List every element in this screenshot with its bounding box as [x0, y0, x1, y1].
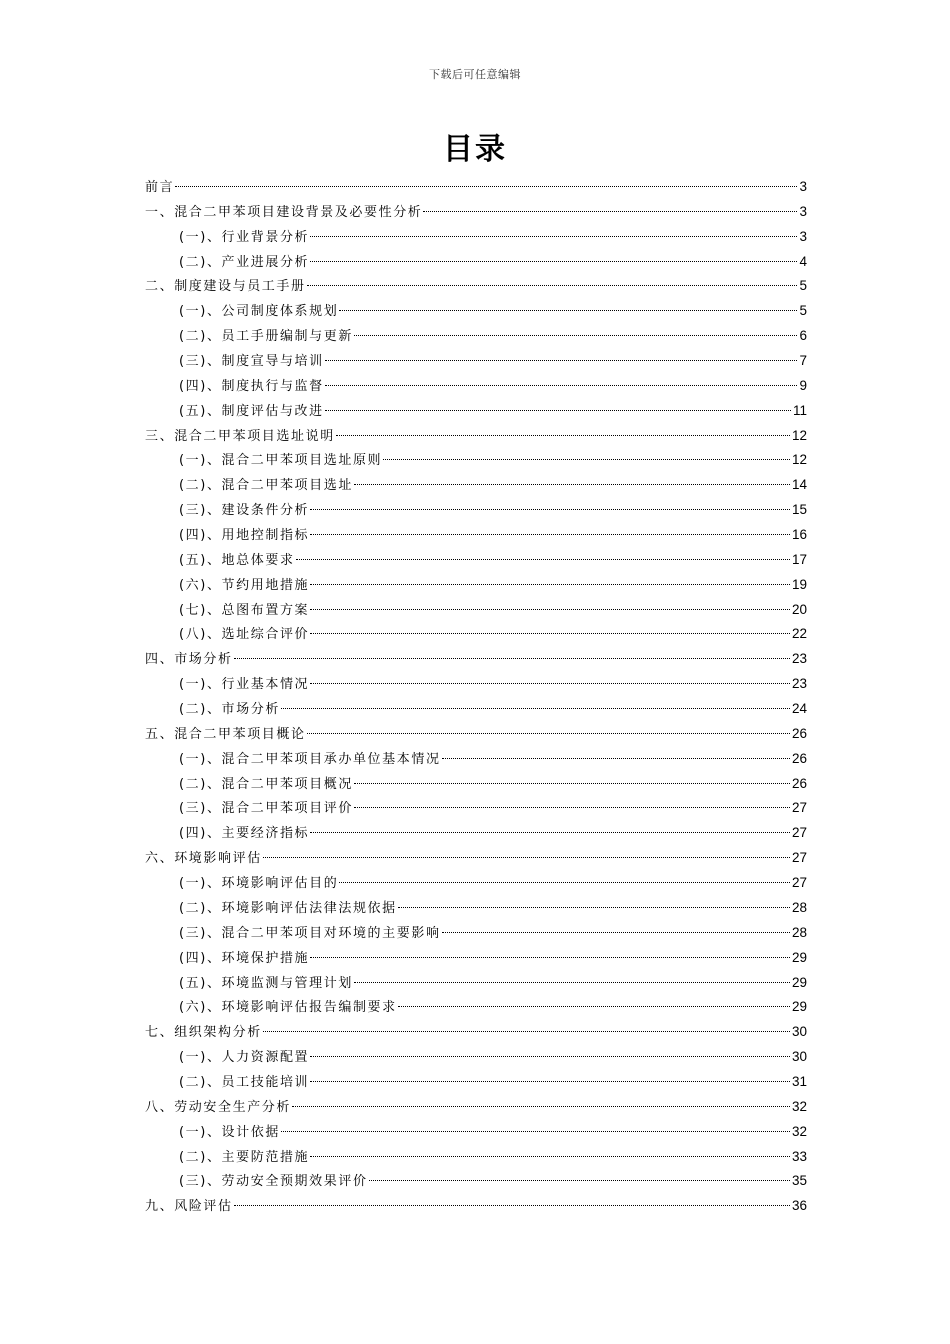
toc-entry-label: (六)、环境影响评估报告编制要求: [179, 1000, 397, 1016]
toc-entry-label: 五、混合二甲苯项目概论: [145, 726, 306, 742]
toc-entry-label: (五)、地总体要求: [179, 552, 295, 568]
toc-dot-leader: [354, 484, 790, 485]
toc-entry-label: (一)、行业背景分析: [179, 229, 310, 245]
toc-entry[interactable]: [145, 523, 807, 548]
toc-entry[interactable]: [145, 573, 807, 598]
toc-entry[interactable]: [145, 175, 807, 200]
toc-entry-label: (八)、选址综合评价: [179, 627, 310, 643]
toc-entry[interactable]: [145, 473, 807, 498]
toc-entry[interactable]: [145, 622, 807, 647]
toc-dot-leader: [383, 459, 790, 460]
toc-entry[interactable]: [145, 250, 807, 275]
toc-entry-page-number: 11: [792, 402, 807, 418]
toc-entry-page-number: 3: [799, 179, 807, 194]
toc-dot-leader: [354, 982, 790, 983]
toc-entry[interactable]: [145, 1120, 807, 1145]
toc-entry[interactable]: [145, 1169, 807, 1194]
toc-entry-page-number: 22: [791, 626, 807, 642]
toc-entry-label: 三、混合二甲苯项目选址说明: [145, 428, 335, 444]
toc-entry[interactable]: [145, 399, 807, 424]
toc-entry-page-number: 27: [791, 850, 807, 866]
toc-entry-page-number: 14: [791, 477, 807, 493]
toc-dot-leader: [354, 335, 798, 336]
toc-entry[interactable]: [145, 498, 807, 523]
toc-entry-label: (一)、环境影响评估目的: [179, 876, 339, 892]
toc-entry[interactable]: [145, 971, 807, 996]
toc-dot-leader: [398, 1006, 790, 1007]
toc-entry-label: 八、劳动安全生产分析: [145, 1099, 292, 1115]
toc-dot-leader: [175, 186, 797, 187]
toc-entry-label: 九、风险评估: [145, 1199, 233, 1215]
toc-entry[interactable]: [145, 349, 807, 374]
toc-entry[interactable]: [145, 647, 807, 672]
toc-entry-label: (一)、混合二甲苯项目选址原则: [179, 453, 383, 469]
toc-entry[interactable]: [145, 796, 807, 821]
toc-entry[interactable]: [145, 200, 807, 225]
toc-entry-page-number: 33: [791, 1148, 807, 1164]
toc-dot-leader: [263, 1031, 790, 1032]
toc-dot-leader: [310, 683, 790, 684]
toc-entry-label: (三)、制度宣导与培训: [179, 354, 324, 370]
toc-entry-page-number: 5: [799, 278, 807, 294]
toc-entry[interactable]: [145, 896, 807, 921]
toc-dot-leader: [310, 261, 797, 262]
toc-entry[interactable]: [145, 274, 807, 299]
toc-entry[interactable]: [145, 846, 807, 871]
toc-dot-leader: [398, 907, 790, 908]
toc-entry-page-number: 17: [791, 551, 807, 567]
toc-dot-leader: [325, 360, 798, 361]
toc-entry-label: (三)、建设条件分析: [179, 503, 310, 519]
toc-dot-leader: [325, 410, 791, 411]
toc-dot-leader: [310, 832, 790, 833]
toc-entry-page-number: 29: [791, 949, 807, 965]
toc-entry-label: (六)、节约用地措施: [179, 577, 310, 593]
toc-entry-page-number: 27: [791, 825, 807, 841]
toc-entry-label: 一、混合二甲苯项目建设背景及必要性分析: [145, 204, 423, 220]
toc-entry-label: (一)、混合二甲苯项目承办单位基本情况: [179, 751, 441, 767]
toc-entry-label: 七、组织架构分析: [145, 1025, 262, 1041]
toc-entry[interactable]: [145, 598, 807, 623]
toc-dot-leader: [281, 1131, 790, 1132]
toc-entry-label: (四)、主要经济指标: [179, 826, 310, 842]
toc-entry-page-number: 36: [791, 1198, 807, 1214]
toc-dot-leader: [310, 584, 790, 585]
toc-entry-page-number: 23: [791, 676, 807, 692]
toc-entry-label: (五)、环境监测与管理计划: [179, 975, 353, 991]
toc-entry-label: (二)、环境影响评估法律法规依据: [179, 900, 397, 916]
toc-dot-leader: [325, 385, 798, 386]
toc-entry[interactable]: [145, 697, 807, 722]
toc-entry-page-number: 20: [791, 601, 807, 617]
toc-entry-page-number: 29: [791, 999, 807, 1015]
header-note: 下载后可任意编辑: [429, 68, 521, 81]
toc-dot-leader: [310, 1056, 790, 1057]
toc-entry[interactable]: [145, 1095, 807, 1120]
toc-entry-page-number: 16: [791, 527, 807, 543]
toc-entry-page-number: 15: [791, 502, 807, 518]
toc-entry-label: 六、环境影响评估: [145, 851, 262, 867]
toc-entry-label: (二)、主要防范措施: [179, 1149, 310, 1165]
toc-dot-leader: [234, 1205, 790, 1206]
toc-dot-leader: [234, 658, 790, 659]
toc-entry-label: (三)、混合二甲苯项目评价: [179, 801, 353, 817]
toc-list: [145, 175, 807, 1219]
toc-dot-leader: [354, 807, 790, 808]
toc-entry-label: (二)、员工技能培训: [179, 1074, 310, 1090]
toc-entry-label: (三)、劳动安全预期效果评价: [179, 1174, 368, 1190]
toc-entry[interactable]: [145, 299, 807, 324]
toc-entry-page-number: 3: [799, 203, 807, 219]
toc-dot-leader: [336, 435, 790, 436]
toc-entry[interactable]: [145, 995, 807, 1020]
toc-entry-label: (五)、制度评估与改进: [179, 403, 324, 419]
toc-dot-leader: [310, 609, 790, 610]
toc-entry-page-number: 24: [791, 701, 807, 717]
toc-entry[interactable]: [145, 772, 807, 797]
toc-dot-leader: [307, 285, 798, 286]
toc-entry[interactable]: [145, 1045, 807, 1070]
toc-entry-page-number: 3: [799, 228, 807, 244]
toc-entry-label: 二、制度建设与员工手册: [145, 279, 306, 295]
toc-entry[interactable]: [145, 448, 807, 473]
toc-entry-label: (二)、市场分析: [179, 702, 280, 718]
toc-dot-leader: [263, 857, 790, 858]
toc-dot-leader: [307, 733, 790, 734]
toc-dot-leader: [310, 236, 797, 237]
toc-dot-leader: [442, 758, 790, 759]
toc-entry-page-number: 28: [791, 899, 807, 915]
toc-entry-page-number: 27: [791, 800, 807, 816]
toc-entry-label: (二)、产业进展分析: [179, 254, 310, 270]
toc-entry[interactable]: [145, 225, 807, 250]
toc-dot-leader: [354, 783, 790, 784]
toc-entry[interactable]: [145, 821, 807, 846]
toc-entry-page-number: 26: [791, 750, 807, 766]
toc-entry[interactable]: [145, 324, 807, 349]
toc-entry-page-number: 27: [791, 875, 807, 891]
toc-entry-page-number: 29: [791, 974, 807, 990]
toc-dot-leader: [310, 534, 790, 535]
toc-dot-leader: [339, 882, 790, 883]
toc-entry-page-number: 26: [791, 775, 807, 791]
toc-entry-page-number: 28: [791, 924, 807, 940]
toc-entry[interactable]: [145, 1194, 807, 1219]
toc-entry-page-number: 35: [791, 1173, 807, 1189]
toc-entry[interactable]: [145, 374, 807, 399]
toc-entry[interactable]: [145, 946, 807, 971]
toc-entry-page-number: 23: [791, 651, 807, 667]
toc-entry-page-number: 6: [799, 328, 807, 344]
toc-entry[interactable]: [145, 747, 807, 772]
toc-entry-label: 四、市场分析: [145, 652, 233, 668]
toc-entry-label: (二)、混合二甲苯项目选址: [179, 478, 353, 494]
toc-entry[interactable]: [145, 871, 807, 896]
toc-entry[interactable]: [145, 1020, 807, 1045]
toc-entry-page-number: 32: [791, 1098, 807, 1114]
toc-entry-label: (七)、总图布置方案: [179, 602, 310, 618]
toc-entry-page-number: 19: [791, 576, 807, 592]
toc-entry[interactable]: [145, 672, 807, 697]
toc-entry-page-number: 7: [799, 353, 807, 369]
toc-entry[interactable]: [145, 424, 807, 449]
toc-dot-leader: [423, 211, 797, 212]
toc-dot-leader: [442, 932, 790, 933]
toc-entry[interactable]: [145, 921, 807, 946]
toc-dot-leader: [296, 559, 790, 560]
toc-entry-page-number: 12: [791, 427, 807, 443]
toc-entry-page-number: 26: [791, 725, 807, 741]
toc-entry-label: (四)、用地控制指标: [179, 528, 310, 544]
toc-entry-page-number: 31: [791, 1073, 807, 1089]
toc-entry-label: (二)、混合二甲苯项目概况: [179, 776, 353, 792]
toc-entry-label: (四)、制度执行与监督: [179, 378, 324, 394]
toc-dot-leader: [369, 1180, 790, 1181]
toc-entry-page-number: 12: [791, 452, 807, 468]
toc-entry-label: (一)、公司制度体系规划: [179, 304, 339, 320]
toc-dot-leader: [310, 1156, 790, 1157]
toc-entry-label: (一)、人力资源配置: [179, 1050, 310, 1066]
toc-entry[interactable]: [145, 1070, 807, 1095]
toc-entry-page-number: 30: [791, 1024, 807, 1040]
toc-dot-leader: [310, 957, 790, 958]
toc-entry[interactable]: [145, 1145, 807, 1170]
toc-dot-leader: [310, 1081, 790, 1082]
toc-dot-leader: [310, 633, 790, 634]
toc-entry-page-number: 32: [791, 1123, 807, 1139]
toc-dot-leader: [281, 708, 790, 709]
toc-entry-label: 前言: [145, 180, 175, 195]
toc-entry-label: (三)、混合二甲苯项目对环境的主要影响: [179, 925, 441, 941]
toc-entry-page-number: 4: [799, 253, 807, 269]
toc-entry[interactable]: [145, 722, 807, 747]
toc-entry-label: (二)、员工手册编制与更新: [179, 329, 353, 345]
toc-entry-page-number: 5: [799, 303, 807, 319]
toc-dot-leader: [310, 509, 790, 510]
toc-dot-leader: [292, 1106, 790, 1107]
toc-entry-label: (一)、设计依据: [179, 1124, 280, 1140]
toc-entry[interactable]: [145, 548, 807, 573]
toc-entry-page-number: 9: [799, 377, 807, 393]
toc-entry-label: (一)、行业基本情况: [179, 677, 310, 693]
toc-title: 目录: [443, 132, 507, 167]
toc-entry-label: (四)、环境保护措施: [179, 950, 310, 966]
toc-dot-leader: [339, 310, 797, 311]
toc-entry-page-number: 30: [791, 1049, 807, 1065]
